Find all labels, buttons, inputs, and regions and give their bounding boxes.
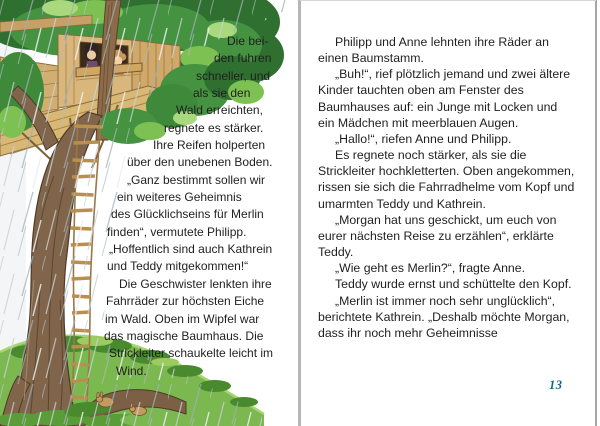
- story-line: den fuhren: [214, 51, 272, 66]
- story-paragraph: Es regnete noch stärker, als sie die Strickleiter hochkletterten. Oben angekommen, rissen sie sich die Fahrradhelme vom Kopf und umarmten Teddy und Kathrein.: [318, 148, 575, 211]
- page-gutter: [298, 0, 301, 426]
- story-paragraph: „Buh!“, rief plötzlich jemand und zwei ältere Kinder tauchten oben am Fenster des Baumhauses auf: ein Junge mit Locken und ein Mädchen mit meerblauen Augen.: [318, 67, 571, 130]
- right-page-text: [318, 34, 576, 341]
- story-line: Strickleiter schaukelte leicht im: [109, 346, 274, 361]
- story-line: Wind.: [116, 363, 147, 378]
- story-line: Wald erreichten,: [176, 103, 263, 118]
- left-page-text: [0, 33, 300, 380]
- story-line: „Ganz bestimmt sollen wir: [127, 172, 266, 187]
- story-line: regnete es stärker.: [164, 120, 264, 135]
- story-paragraph: Philipp und Anne lehnten ihre Räder an einen Baumstamm.: [318, 35, 549, 66]
- story-line: Fahrräder zur höchsten Eiche: [106, 294, 265, 309]
- story-paragraph: „Wie geht es Merlin?“, fragte Anne.: [335, 261, 526, 276]
- story-line: über den unebenen Boden.: [127, 155, 273, 170]
- story-line: und Teddy mitgekommen!“: [107, 259, 249, 274]
- page-edge: [300, 0, 596, 1]
- story-line: das magische Baumhaus. Die: [104, 328, 264, 343]
- story-paragraph: „Morgan hat uns geschickt, um euch von eurer nächsten Reise zu erzählen“, erklärte Teddy.: [318, 212, 557, 260]
- story-line: ein weiteres Geheimnis: [117, 190, 242, 205]
- story-line: als sie den: [193, 86, 251, 101]
- story-line: des Glücklichseins für Merlin: [111, 207, 264, 222]
- story-paragraph: „Merlin ist immer noch sehr unglücklich“, berichtete Kathrein. „Deshalb möchte Morgan, dass ihr noch mehr Geheimnisse: [318, 293, 570, 340]
- right-page: [300, 0, 600, 426]
- story-line: Die bei-: [227, 34, 269, 48]
- story-line: schneller, und: [196, 68, 271, 83]
- story-line: finden“, vermutete Philipp.: [107, 224, 247, 239]
- story-line: Die Geschwister lenkten ihre: [119, 276, 272, 291]
- story-line: Ihre Reifen holperten: [153, 138, 266, 153]
- story-paragraph: Teddy wurde ernst und schüttelte den Kopf.: [335, 277, 572, 292]
- story-line: im Wald. Oben im Wipfel war: [105, 311, 260, 326]
- page-number: 13: [549, 378, 563, 392]
- page-edge: [595, 0, 597, 426]
- story-paragraph: „Hallo!“, riefen Anne und Philipp.: [335, 131, 512, 146]
- story-line: „Hoffentlich sind auch Kathrein: [109, 242, 273, 257]
